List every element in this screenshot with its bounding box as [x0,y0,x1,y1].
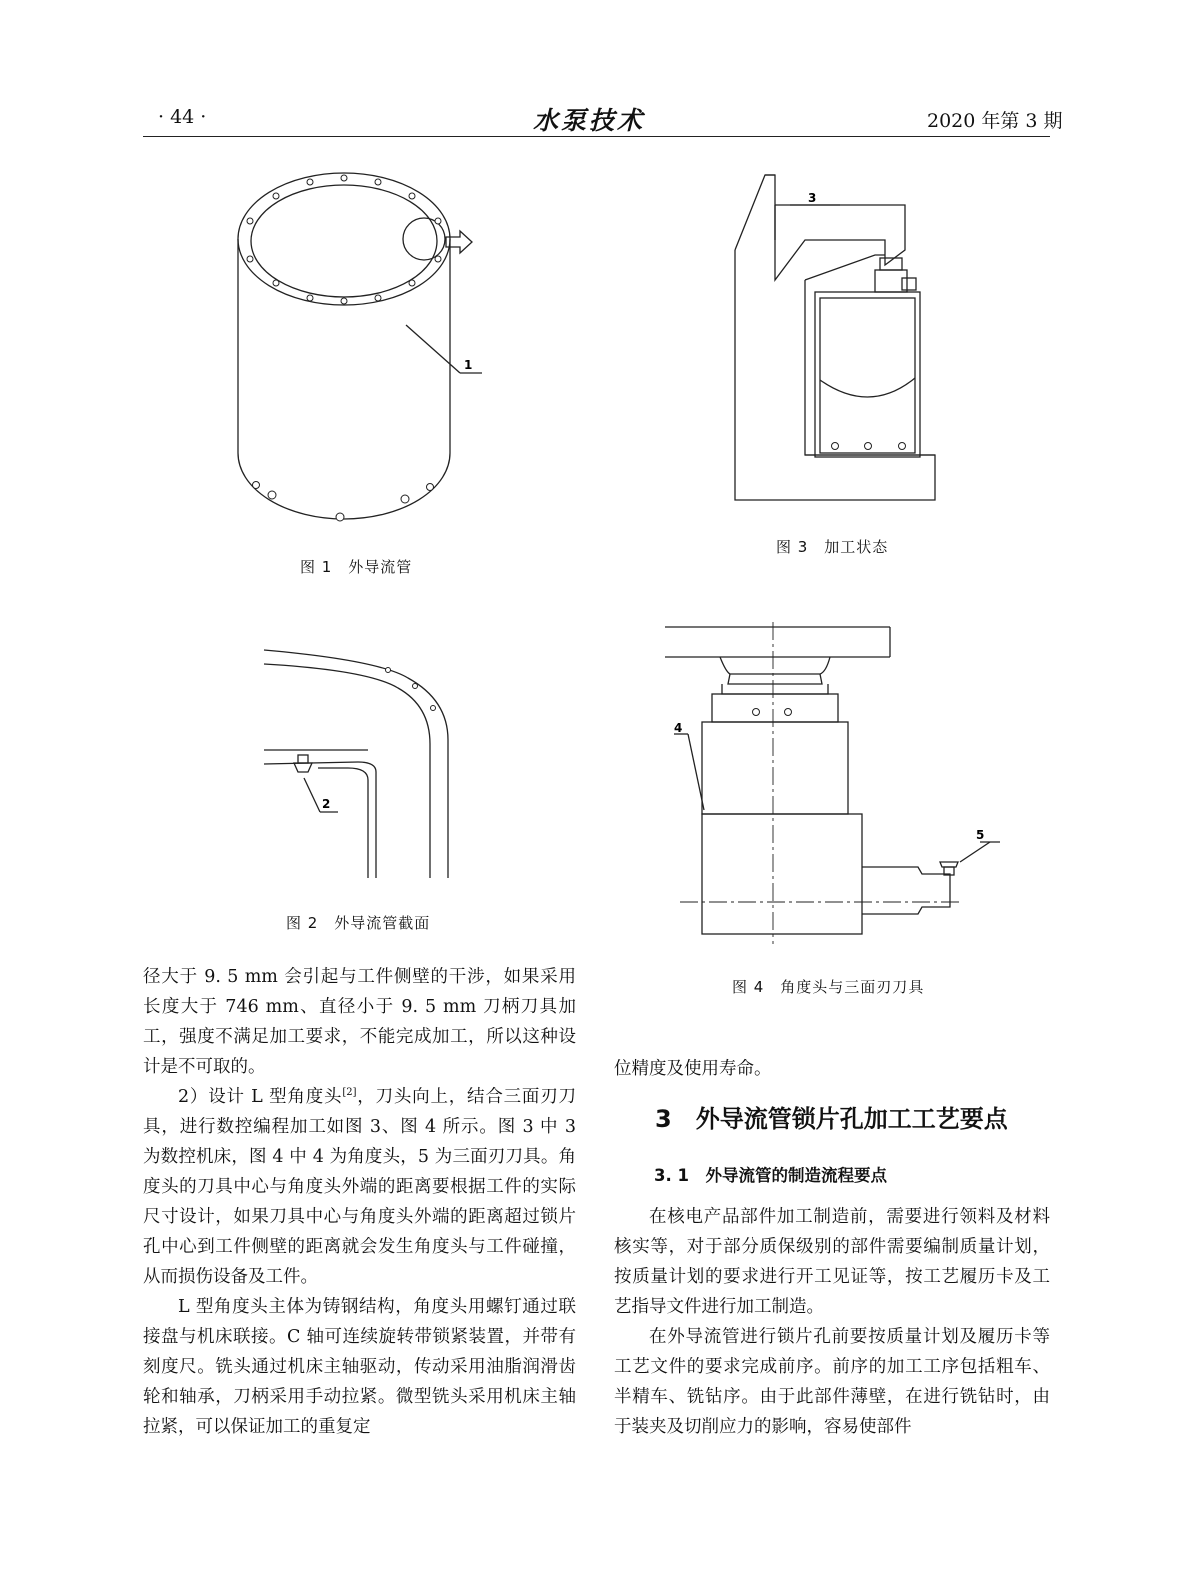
right-column-text [614,1202,1050,1442]
figure-1-caption: 图 1 外导流管 [300,558,413,576]
left-paragraph-2-start: 2）设计 L 型角度头 [178,1087,343,1107]
left-paragraph-1: 径大于 9. 5 mm 会引起与工件侧壁的干涉，如果采用长度大于 746 mm、直径小于 9. 5 mm 刀柄刀具加工，强度不满足加工要求，不能完成加工，所以这种设计是不可取的。 [143,967,576,1077]
left-column-text [143,962,576,1442]
figure-4-label-angle-head: 4 [674,721,683,735]
figure-3-drawing [730,170,940,505]
section-heading: 3 外导流管锁片孔加工工艺要点 [655,1105,1008,1133]
figure-4-drawing [660,622,1020,952]
page-number: · 44 · [158,106,207,128]
right-paragraph-1: 在核电产品部件加工制造前，需要进行领料及材料核实等，对于部分质保级别的部件需要编制质量计划，按质量计划的要求进行开工见证等，按工艺履历卡及工艺指导文件进行加工制造。 [614,1207,1050,1317]
figure-3-caption: 图 3 加工状态 [776,538,889,556]
right-paragraph-0: 位精度及使用寿命。 [614,1059,772,1079]
left-paragraph-2 [143,1082,576,1292]
subsection-heading: 3. 1 外导流管的制造流程要点 [654,1166,887,1185]
figure-2-caption: 图 2 外导流管截面 [286,914,431,932]
figure-4-label-cutter: 5 [976,828,985,842]
figure-2-label: 2 [322,797,331,811]
right-column-continuation [614,1054,1050,1084]
right-paragraph-2: 在外导流管进行锁片孔前要按质量计划及履历卡等工艺文件的要求完成前序。前序的加工工序包括粗车、半精车、铣钻序。由于此部件薄壁，在进行铣钻时，由于装夹及切削应力的影响，容易使部件 [614,1327,1050,1437]
left-paragraph-3: L 型角度头主体为铸钢结构，角度头用螺钉通过联接盘与机床联接。C 轴可连续旋转带锁紧装置，并带有刻度尺。铣头通过机床主轴驱动，传动采用油脂润滑齿轮和轴承，刀柄采用手动拉紧。微型铣头采用机床主轴拉紧，可以保证加工的重复定 [143,1297,576,1437]
figure-4-caption: 图 4 角度头与三面刃刀具 [732,978,925,996]
figure-1-label: 1 [464,358,473,372]
figure-1-drawing [220,165,520,535]
citation-ref: [2] [342,1087,357,1098]
issue-label: 2020 年第 3 期 [927,110,1063,132]
header-rule [143,136,1050,137]
journal-title: 水泵技术 [533,106,646,135]
figure-3-label: 3 [808,191,817,205]
figure-2-drawing [258,640,458,880]
left-paragraph-2-rest: ，刀头向上，结合三面刃刀具，进行数控编程加工如图 3、图 4 所示。图 3 中 3 为数控机床，图 4 中 4 为角度头，5 为三面刃刀具。角度头的刀具中心与角度头外端的距离要根据工件的实际尺寸设计，如果刀具中心与角度头外端的距离超过锁片孔中心到工件侧壁的距离就会发生角度头与工件碰撞，从而损伤设备及工件。 [143,1087,576,1287]
